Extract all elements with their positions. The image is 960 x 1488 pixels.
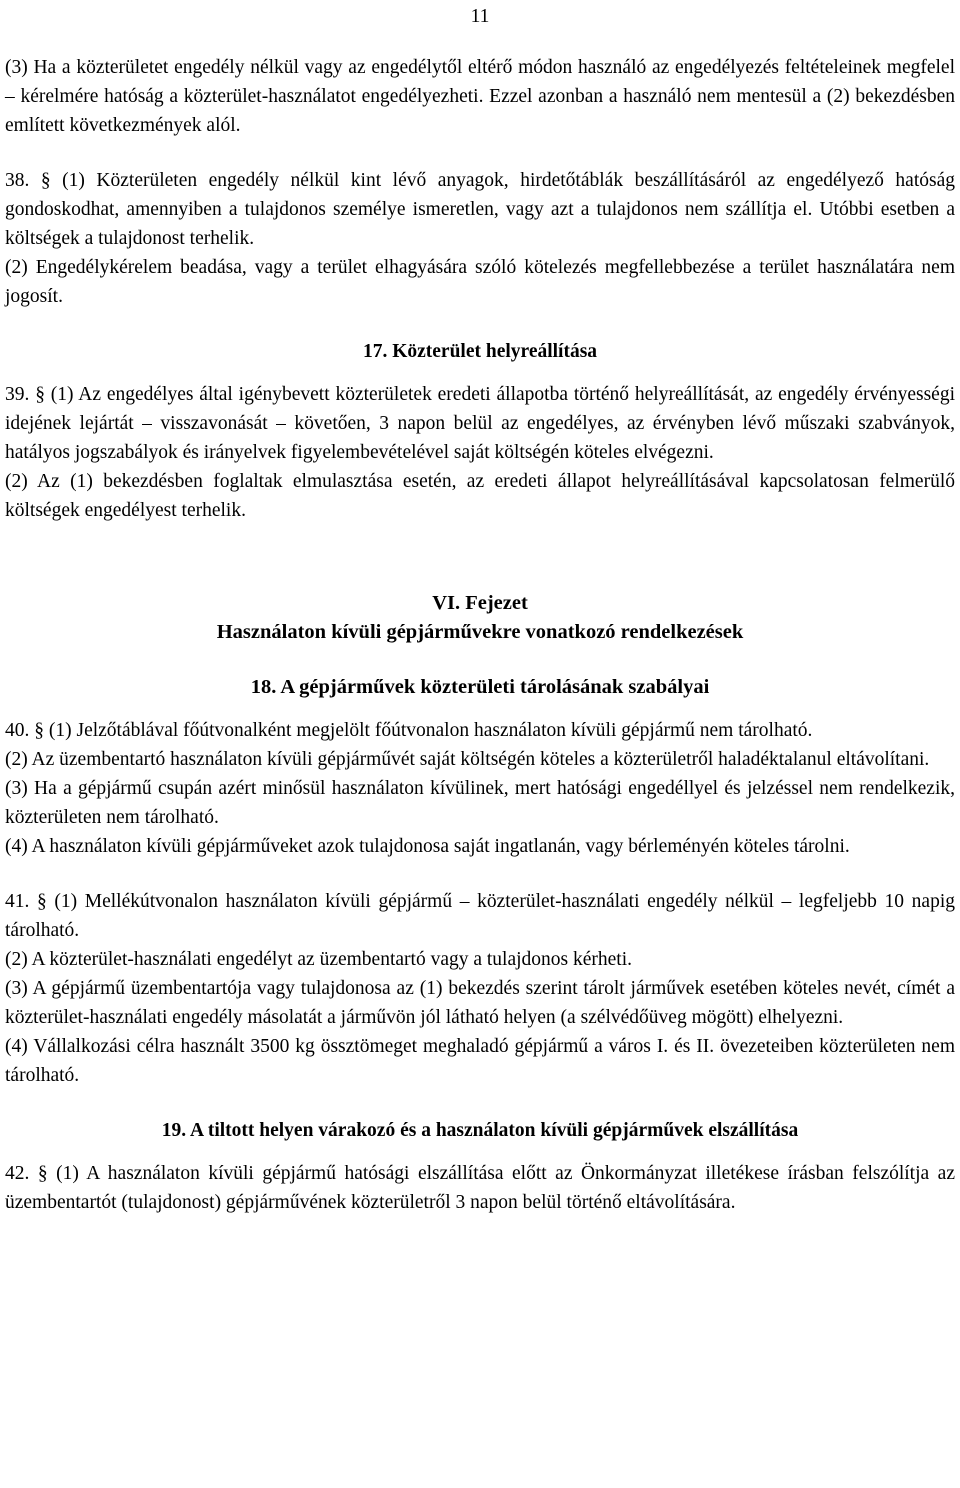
paragraph-41-1: 41. § (1) Mellékútvonalon használaton kívüli gépjármű – közterület-használati engedély nélkül – legfeljebb 10 napig tárolható. (5, 891, 955, 941)
paragraph-37-3: (3) Ha a közterületet engedély nélkül vagy az engedélytől eltérő módon használó az engedélyezés feltételeinek megfelel – kérelmére hatóság a közterület-használatot engedélyezheti. Ezzel azonban a használó nem mentesül a (2) bekezdésben említett következmények alól. (5, 57, 955, 136)
chapter-number: VI. Fejezet (432, 592, 528, 614)
paragraph-40-4: (4) A használaton kívüli gépjárműveket azok tulajdonosa saját ingatlanán, vagy bérleményén köteles tárolni. (5, 836, 850, 857)
paragraph-42-1: 42. § (1) A használaton kívüli gépjármű hatósági elszállítása előtt az Önkormányzat illetékese írásban felszólítja az üzembentartót (tulajdonost) gépjárművének közterületről 3 napon belül történő eltávolítására. (5, 1163, 955, 1213)
paragraph-41-3: (3) A gépjármű üzembentartója vagy tulajdonosa az (1) bekezdés szerint tárolt járművek esetében köteles nevét, címét a közterület-használati engedély másolatát a járművön jól látható helyen (a szélvédőüveg mögött) elhelyezni. (5, 978, 955, 1028)
paragraph-40-1: 40. § (1) Jelzőtáblával főútvonalként megjelölt főútvonalon használaton kívüli gépjármű nem tárolható. (5, 720, 813, 741)
chapter-title: Használaton kívüli gépjárművekre vonatkozó rendelkezések (216, 621, 744, 643)
heading-18: 18. A gépjárművek közterületi tárolásának szabályai (250, 676, 710, 698)
paragraph-41-2: (2) A közterület-használati engedélyt az üzembentartó vagy a tulajdonos kérheti. (5, 949, 633, 970)
paragraph-38-2: (2) Engedélykérelem beadása, vagy a terület elhagyására szóló kötelezés megfellebbezése a terület használatára nem jogosít. (5, 257, 955, 307)
paragraph-39-1: 39. § (1) Az engedélyes által igénybevett közterületek eredeti állapotba történő helyreállítását, az engedély érvényességi idejének lejártát – visszavonását – követően, 3 napon belül az engedélyes, az érvényben lévő műszaki szabványok, hatályos jogszabályok és irányelvek figyelembevételével saját költségén köteles elvégezni. (5, 384, 955, 463)
paragraph-40-2: (2) Az üzembentartó használaton kívüli gépjárművét saját költségén köteles a közterületről haladéktalanul eltávolítani. (5, 749, 930, 770)
page-number: 11 (470, 6, 490, 27)
paragraph-38-1: 38. § (1) Közterületen engedély nélkül kint lévő anyagok, hirdetőtáblák beszállításáról az engedélyező hatóság gondoskodhat, amennyiben a tulajdonos személye ismeretlen, vagy azt a tulajdonos nem szállítja el. Utóbbi esetben a költségek a tulajdonost terhelik. (5, 170, 955, 249)
heading-17: 17. Közterület helyreállítása (362, 341, 598, 362)
heading-19: 19. A tiltott helyen várakozó és a használaton kívüli gépjárművek elszállítása (161, 1120, 799, 1141)
paragraph-40-3: (3) Ha a gépjármű csupán azért minősül használaton kívülinek, mert hatósági engedéllyel és jelzéssel nem rendelkezik, közterületen nem tárolható. (5, 778, 955, 828)
paragraph-41-4: (4) Vállalkozási célra használt 3500 kg össztömeget meghaladó gépjármű a város I. és II. övezeteiben közterületen nem tárolható. (5, 1036, 955, 1086)
paragraph-39-2: (2) Az (1) bekezdésben foglaltak elmulasztása esetén, az eredeti állapot helyreállításával kapcsolatosan felmerülő költségek engedélyest terhelik. (5, 471, 955, 521)
document-body (5, 53, 955, 1217)
